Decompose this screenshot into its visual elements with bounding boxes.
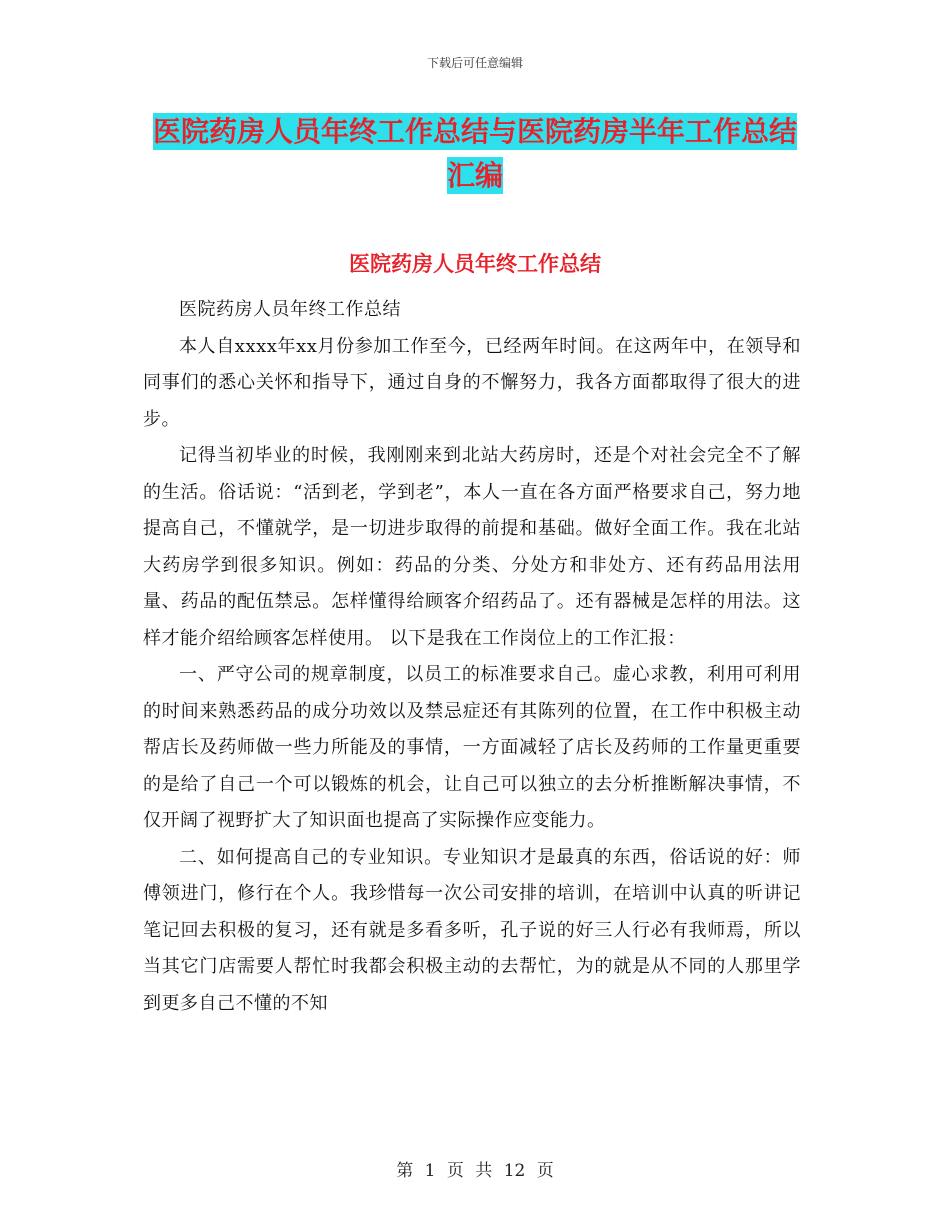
page-footer: 第 1 页 共 12 页: [396, 1161, 554, 1181]
section-title: 医院药房人员年终工作总结: [349, 252, 601, 276]
paragraph-intro: 本人自xxxx年xx月份参加工作至今，已经两年时间。在这两年中，在领导和同事们的悉心关怀和指导下，通过自身的不懈努力，我各方面都取得了很大的进步。: [143, 335, 801, 430]
document-body: [143, 292, 801, 1022]
paragraph-subtitle: 医院药房人员年终工作总结: [179, 299, 401, 320]
paragraph-memory: 记得当初毕业的时候，我刚刚来到北站大药房时，还是个对社会完全不了解的生活。俗话说：“活到老，学到老”，本人一直在各方面严格要求自己，努力地提高自己，不懂就学，是一切进步取得的前提和基础。做好全面工作。我在北站大药房学到很多知识。例如：药品的分类、分处方和非处方、还有药品用法用量、药品的配伍禁忌。怎样懂得给顾客介绍药品了。还有器械是怎样的用法。这样才能介绍给顾客怎样使用。 以下是我在工作岗位上的工作汇报：: [143, 445, 801, 649]
document-title: [150, 110, 800, 198]
paragraph-point-one: 一、严守公司的规章制度，以员工的标准要求自己。虚心求教，利用可利用的时间来熟悉药品的成分功效以及禁忌症还有其陈列的位置，在工作中积极主动帮店长及药师做一些力所能及的事情，一方面减轻了店长及药师的工作量更重要的是给了自己一个可以锻炼的机会，让自己可以独立的去分析推断解决事情，不仅开阔了视野扩大了知识面也提高了实际操作应变能力。: [143, 664, 801, 831]
header-note: 下载后可任意编辑: [426, 56, 523, 70]
paragraph-point-two: 二、如何提高自己的专业知识。专业知识才是最真的东西，俗话说的好：师傅领进门，修行在个人。我珍惜每一次公司安排的培训，在培训中认真的听讲记笔记回去积极的复习，还有就是多看多听，孔子说的好三人行必有我师焉，所以当其它门店需要人帮忙时我都会积极主动的去帮忙，为的就是从不同的人那里学到更多自己不懂的不知: [143, 846, 801, 1014]
document-title-text: 医院药房人员年终工作总结与医院药房半年工作总结汇编: [152, 115, 797, 192]
